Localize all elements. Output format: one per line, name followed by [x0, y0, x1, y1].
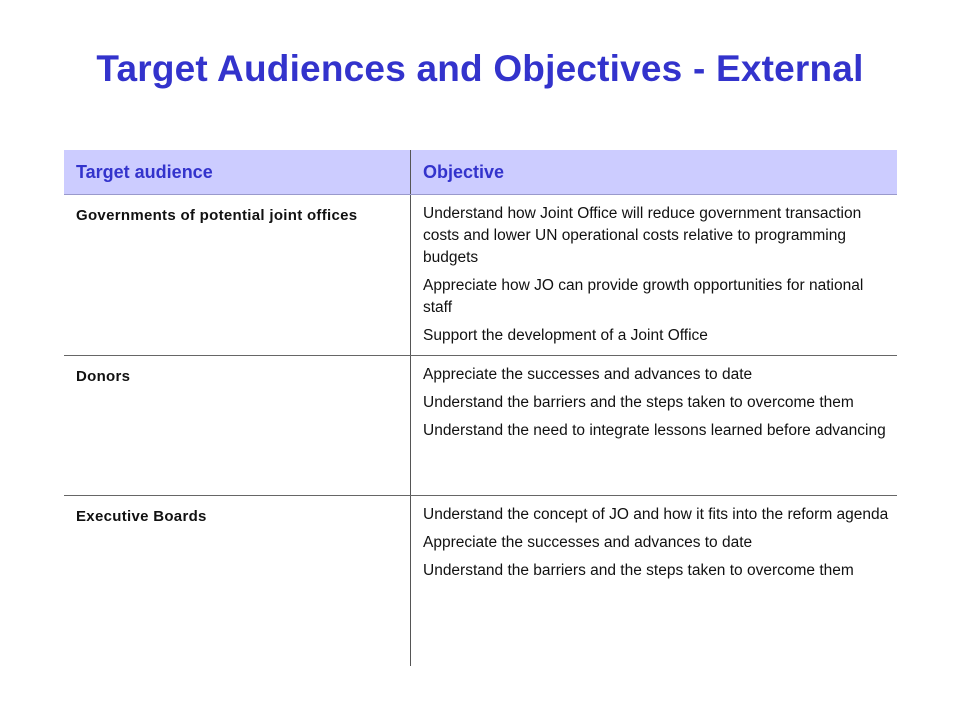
header-objective: Objective — [410, 150, 897, 194]
audience-cell: Executive Boards — [76, 508, 207, 525]
audience-cell: Governments of potential joint offices — [76, 207, 358, 224]
table-row-governments — [64, 195, 897, 356]
audience-objective-table — [64, 150, 897, 666]
audience-cell: Donors — [76, 368, 131, 385]
objective-item: Appreciate the successes and advances to date — [423, 534, 753, 551]
objective-cell — [410, 195, 897, 355]
objective-item: Support the development of a Joint Office — [423, 327, 708, 344]
objective-item: Understand the barriers and the steps taken to overcome them — [423, 394, 854, 411]
header-target-audience: Target audience — [76, 161, 213, 182]
objective-item: Appreciate the successes and advances to date — [423, 366, 753, 383]
table-row-donors — [64, 356, 897, 496]
objective-item: Understand the barriers and the steps taken to overcome them — [423, 562, 854, 579]
objective-item: Appreciate how JO can provide growth opportunities for national staff — [423, 277, 864, 316]
objective-cell — [410, 496, 897, 666]
objective-item: Understand the concept of JO and how it fits into the reform agenda — [423, 506, 889, 523]
table-row-executive-boards — [64, 496, 897, 666]
objective-item: Understand how Joint Office will reduce government transaction costs and lower UN operational costs relative to programming budgets — [423, 205, 862, 266]
table-header-row — [64, 150, 897, 195]
objective-item: Understand the need to integrate lessons learned before advancing — [423, 422, 886, 439]
objective-cell — [410, 356, 897, 495]
slide-title: Target Audiences and Objectives - External — [96, 48, 864, 89]
